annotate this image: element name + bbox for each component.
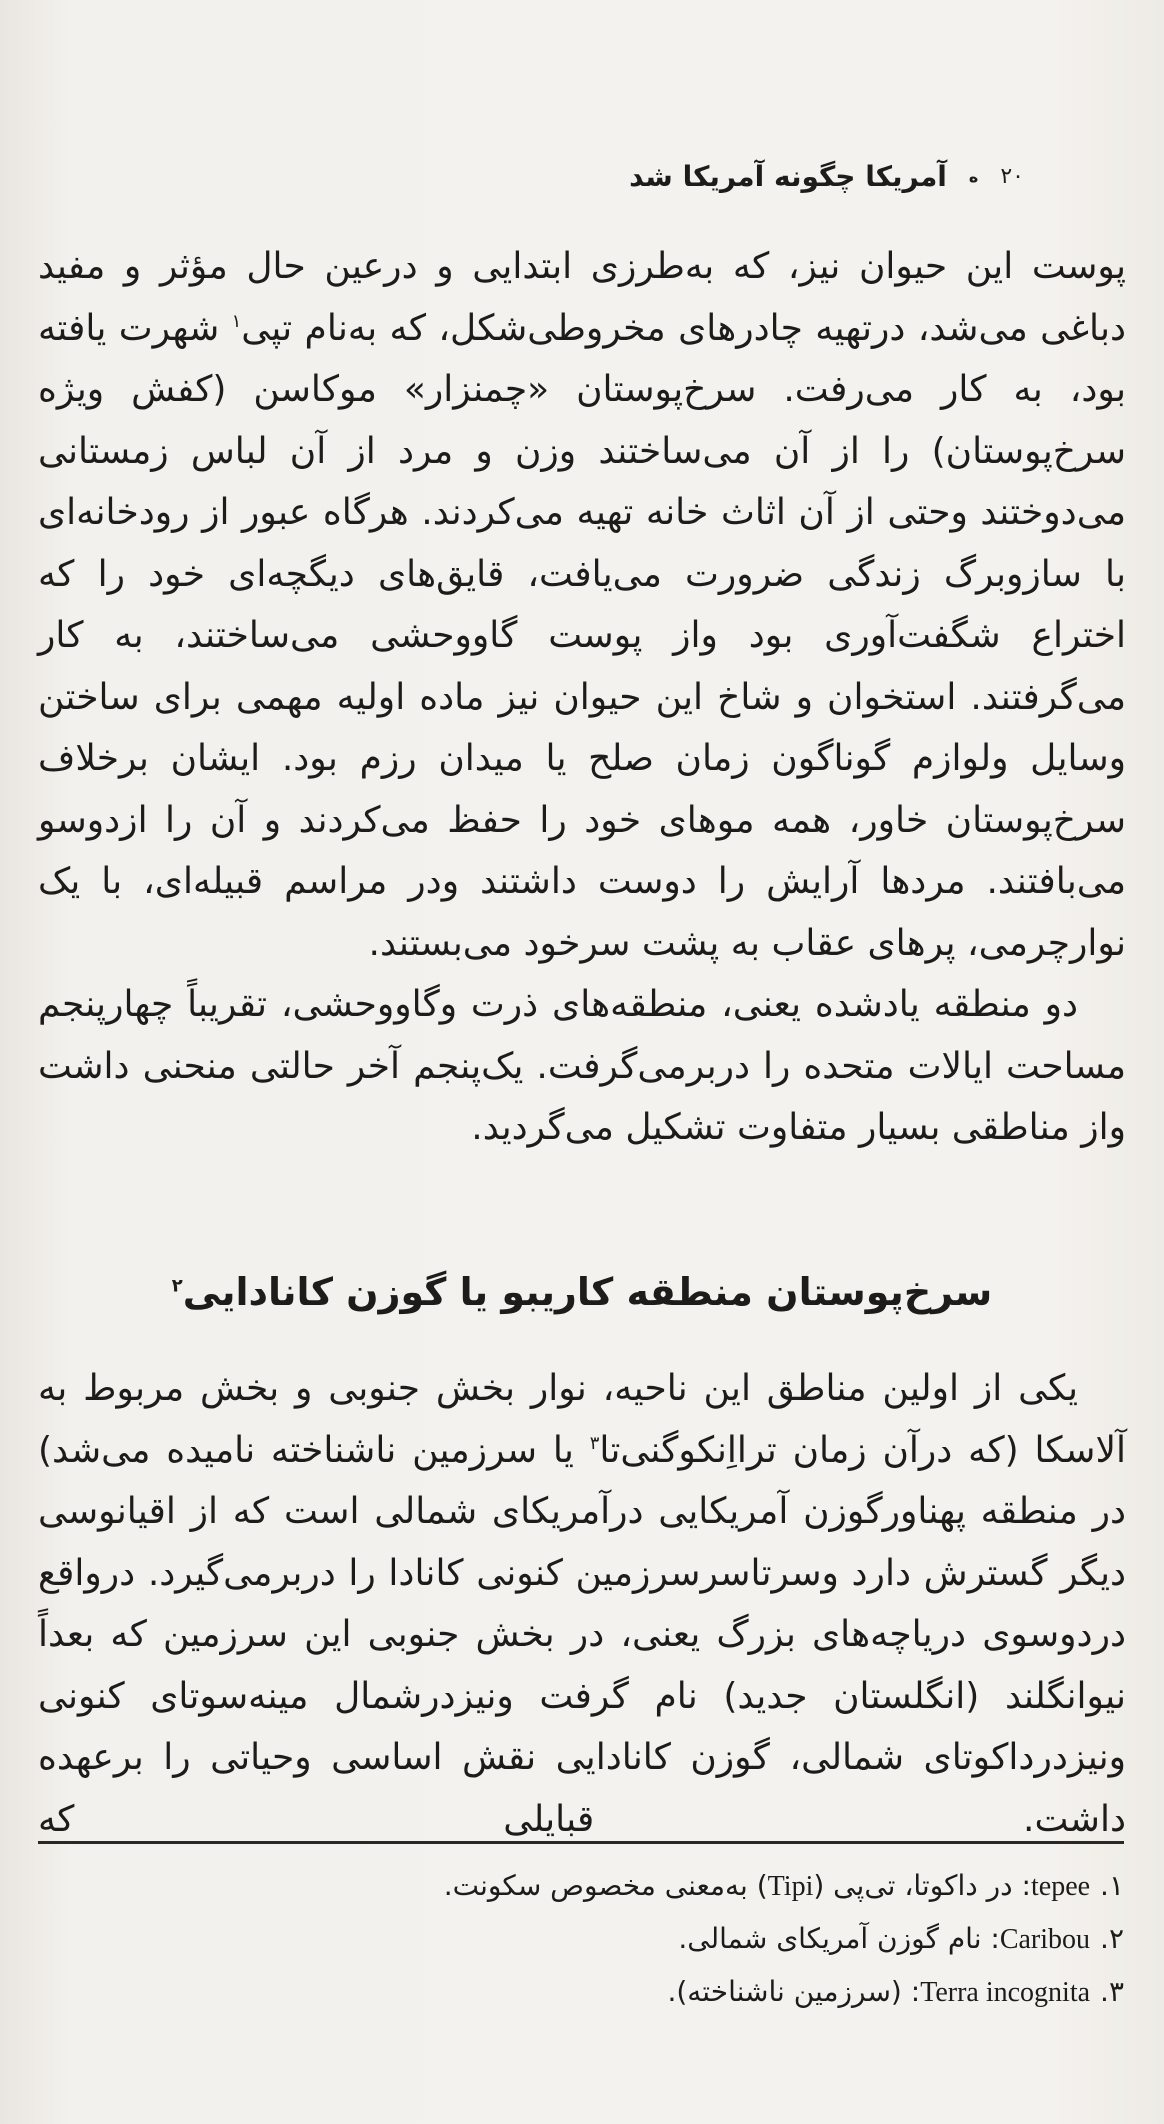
footnote-number: ۱. (1100, 1869, 1124, 1902)
footnote-latin-term: Terra incognita (920, 1977, 1091, 2008)
paragraph-1-part-a: پوست این حیوان نیز، که به‌طرزی ابتدایی و درعین حال مؤثر و مفید دباغی می‌شد، درتهیه چادرهای مخروطی‌شکل، که به‌نام تپی (38, 246, 1126, 349)
paragraph-3 (38, 1358, 1126, 1850)
footnote-latin-term-2: Tipi (767, 1871, 814, 1902)
section-heading-text: سرخ‌پوستان منطقه کاریبو یا گوزن کانادایی (182, 1270, 993, 1314)
section-text (38, 1358, 1126, 1850)
footnote-ref-2: ۲ (171, 1275, 183, 1297)
page-number: ۲۰ (1000, 164, 1024, 189)
footnote-text: : (سرزمین ناشناخته). (667, 1975, 921, 2008)
footnote-1 (36, 1860, 1124, 1913)
footnote-text-2: ) به‌معنی مخصوص سکونت. (443, 1869, 768, 1902)
paragraph-2: دو منطقه یادشده یعنی، منطقه‌های ذرت وگاووحشی، تقریباً چهارپنجم مساحت ایالات متحده را دربرمی‌گرفت. یک‌پنجم آخر حالتی منحنی داشت واز مناطقی بسیار متفاوت تشکیل می‌گردید. (38, 984, 1126, 1148)
footnote-3 (36, 1966, 1124, 2019)
footnote-text: : نام گوزن آمریکای شمالی. (678, 1922, 1000, 1955)
footnote-latin-term: tepee (1030, 1871, 1091, 1902)
running-title: آمریکا چگونه آمریکا شد (629, 160, 947, 193)
footnote-ref-3: ۳ (589, 1432, 600, 1454)
paragraph-1-part-b: شهرت یافته بود، به کار می‌رفت. سرخ‌پوستان «چمنزار» موکاسن (کفش ویژه سرخ‌پوستان) را از آن می‌ساختند وزن و مرد از آن لباس زمستانی می‌دوختند وحتی از آن اثاث خانه تهیه می‌کردند. هرگاه عبور از رودخانه‌ای با سازوبرگ زندگی ضرورت می‌یافت، قایق‌های دیگچه‌ای خود را که اختراع شگفت‌آوری بود واز پوست گاووحشی می‌ساختند، به کار می‌گرفتند. استخوان و شاخ این حیوان نیز ماده اولیه مهمی برای ساختن وسایل ولوازم گوناگون زمان صلح یا میدان رزم بود. ایشان برخلاف سرخ‌پوستان خاور، همه موهای خود را حفظ می‌کردند و آن را ازدوسو می‌بافتند. مردها آرایش را دوست داشتند ودر مراسم قبیله‌ای، با یک نوارچرمی، پرهای عقاب به پشت سرخود می‌بستند. (38, 307, 1126, 964)
section-heading (38, 1270, 1126, 1314)
paragraph-1 (38, 236, 1126, 974)
footnotes (36, 1860, 1124, 2019)
paragraph-3-part-a: یکی از اولین مناطق این ناحیه، نوار بخش جنوبی و بخش مربوط به آلاسکا (که درآن زمان ترااِنکوگنی‌تا (38, 1368, 1126, 1471)
footnote-2 (36, 1913, 1124, 1966)
running-header (629, 160, 1024, 193)
footnote-number: ۳. (1100, 1975, 1124, 2008)
footnote-number: ۲. (1100, 1922, 1124, 1955)
footnote-divider (38, 1841, 1124, 1844)
main-text (38, 236, 1126, 1159)
footnote-ref-1: ۱ (231, 310, 242, 332)
footnote-text: : در داکوتا، تی‌پی ( (813, 1869, 1031, 1902)
header-separator: ه (968, 167, 979, 186)
paragraph-3-part-b: یا سرزمین ناشناخته نامیده می‌شد) در منطقه پهناورگوزن آمریکایی درآمریکای شمالی است که از اقیانوسی دیگر گسترش دارد وسرتاسرسرزمین کنونی کانادا را دربرمی‌گیرد. درواقع دردوسوی دریاچه‌های بزرگ یعنی، در بخش جنوبی این سرزمین که بعداً نیوانگلند (انگلستان جدید) نام گرفت ونیزدرشمال مینه‌سوتای کنونی ونیزدرداکوتای شمالی، گوزن کانادایی نقش اساسی وحیاتی را برعهده داشت. قبایلی که (38, 1429, 1126, 1840)
footnote-latin-term: Caribou (999, 1924, 1091, 1955)
